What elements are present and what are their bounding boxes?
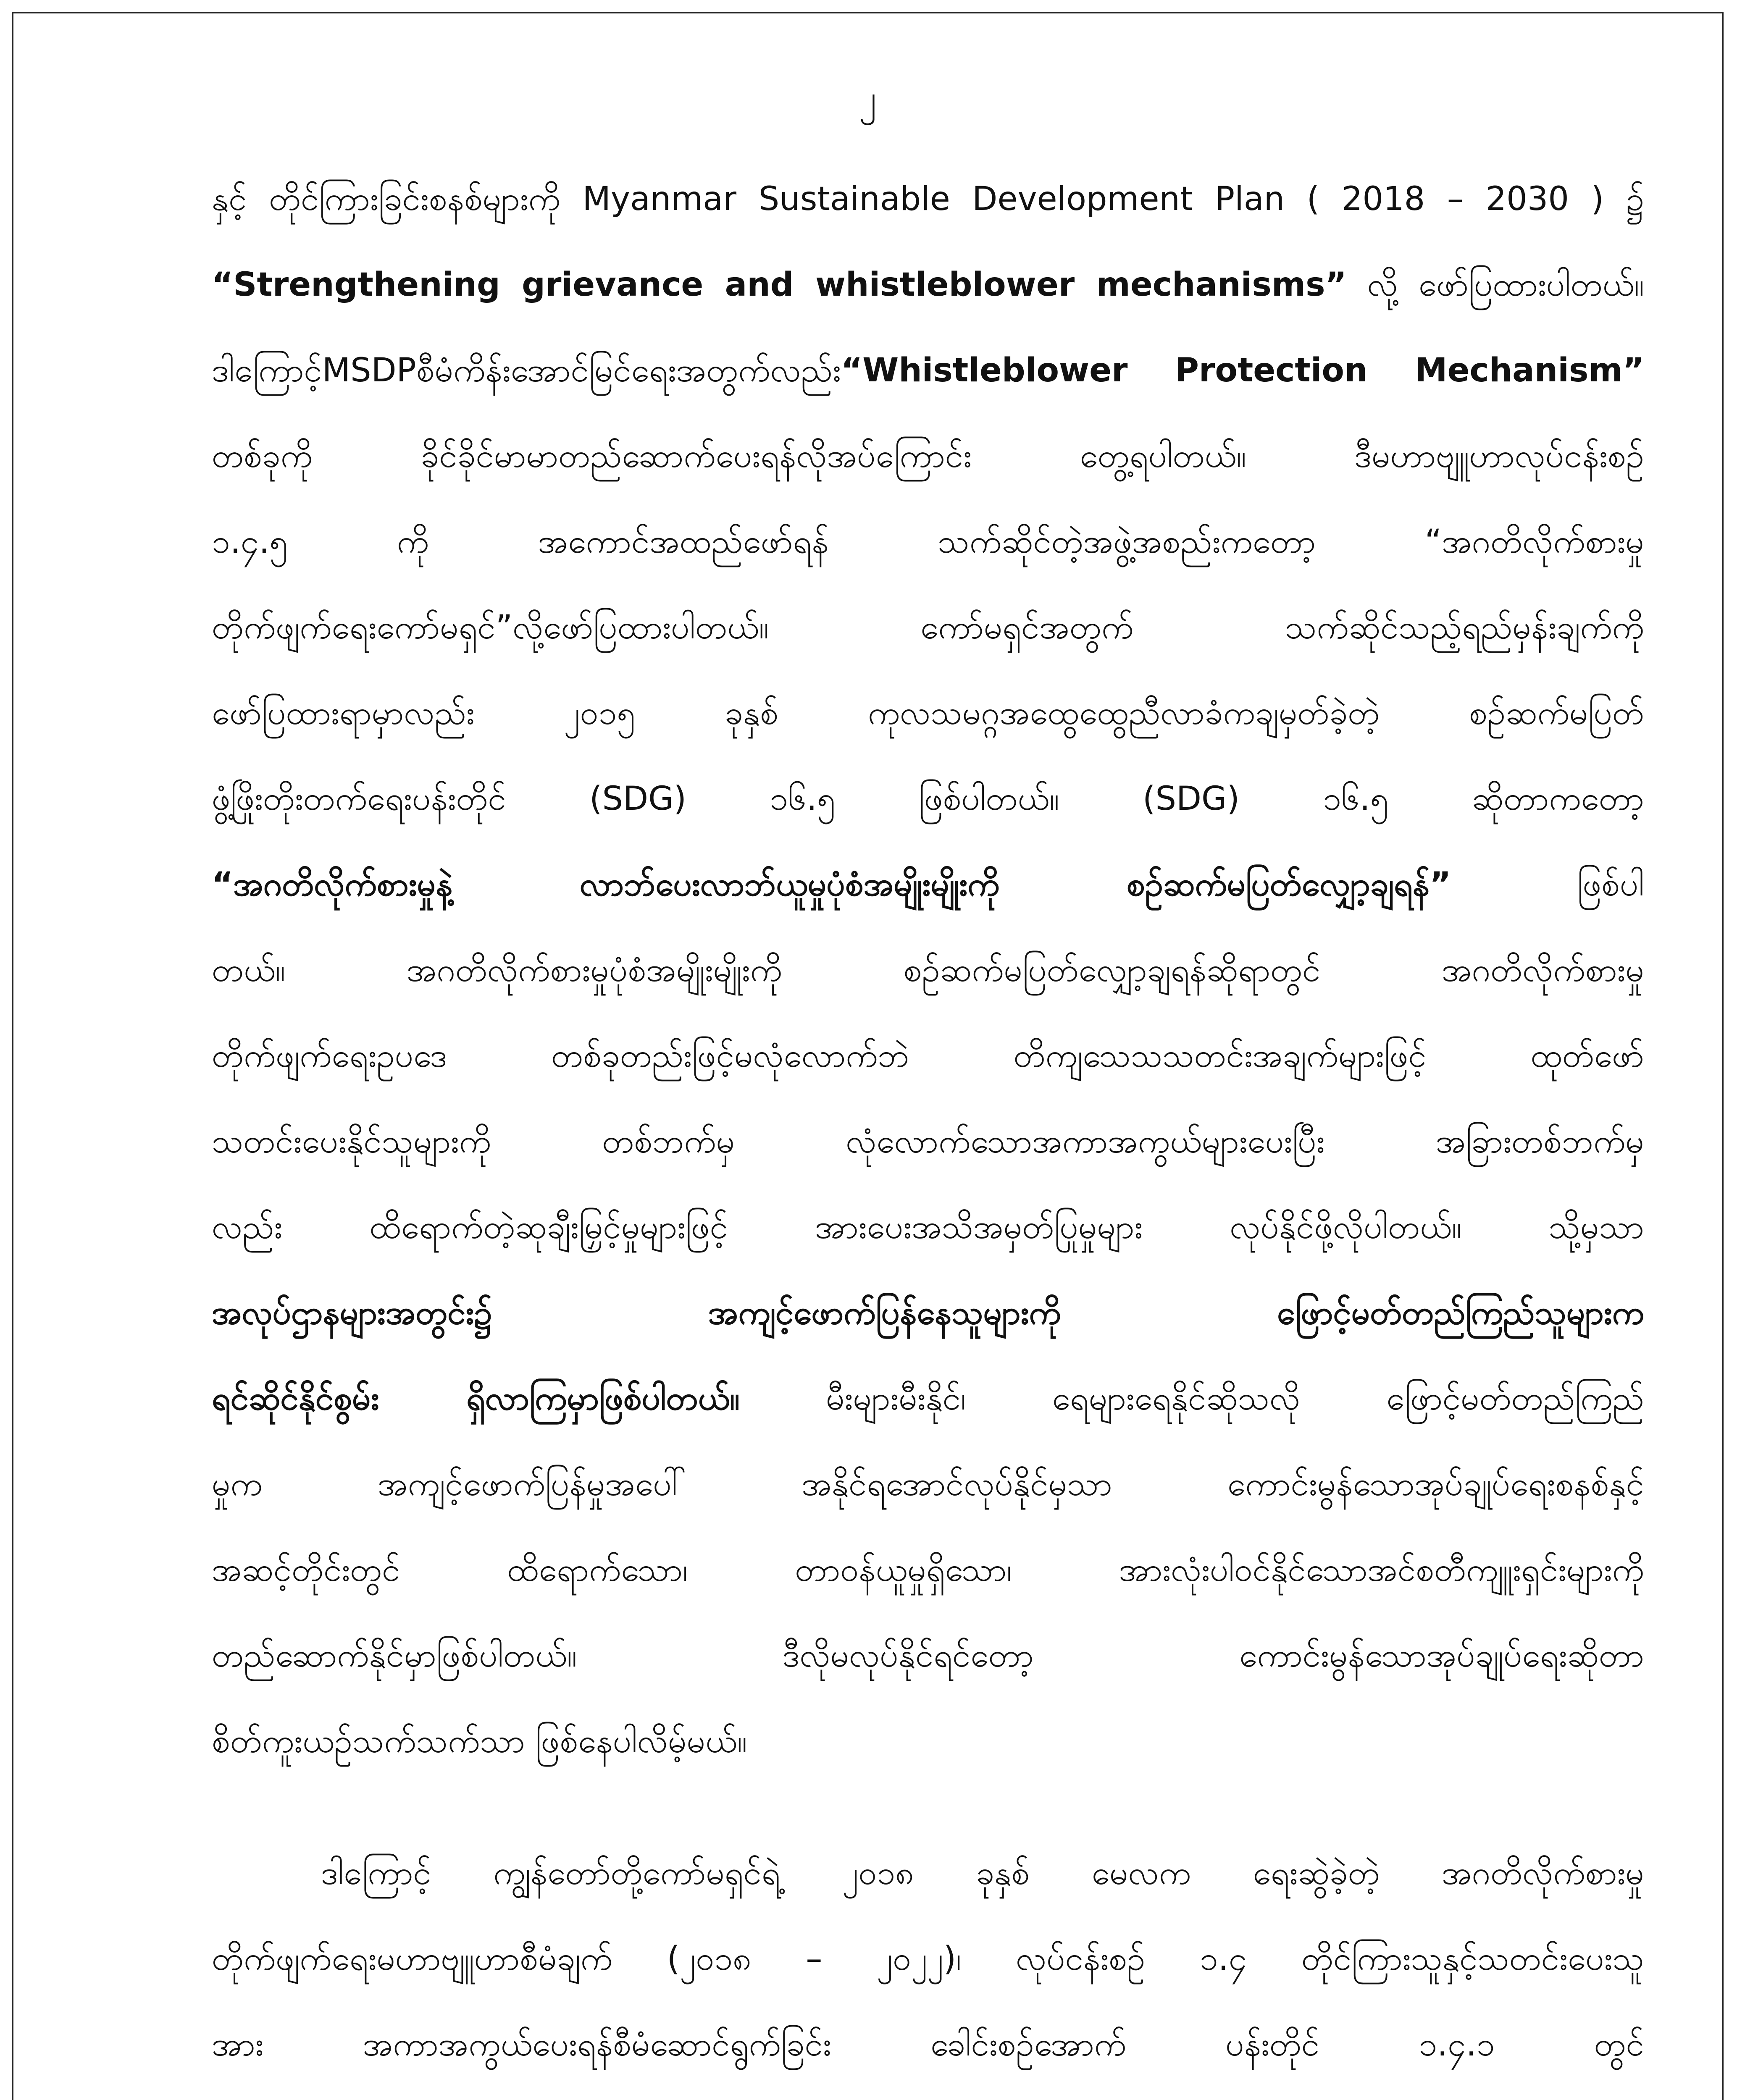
text-segment: ဒါကြောင့် ကျွန်တော်တို့ကော်မရှင်ရဲ့ ၂၀၁၈ ခုနှစ် မေလက ရေးဆွဲခဲ့တဲ့ အဂတိလိုက်စားမှု [321, 1854, 1644, 1892]
bold-text: “Whistleblower Protection Mechanism” [841, 352, 1644, 389]
text-line [212, 756, 1644, 842]
text-line [212, 1441, 1644, 1527]
text-segment: ၁.၄.၅ ကို အကောင်အထည်ဖော်ရန် သက်ဆိုင်တဲ့အဖွဲ့အစည်းကတော့ “အဂတိလိုက်စားမှု [212, 523, 1644, 561]
bold-text: အလုပ်ဌာနများအတွင်း၌ အကျင့်ဖောက်ပြန်နေသူများကို ဖြောင့်မတ်တည်ကြည်သူများက [212, 1294, 1644, 1332]
text-line [212, 413, 1644, 499]
text-line [212, 2002, 1644, 2087]
text-segment: တည်ဆောက်နိုင်မှာဖြစ်ပါတယ်။ ဒီလိုမလုပ်နိုင်ရင်တော့ ကောင်းမွန်သောအုပ်ချုပ်ရေးဆိုတာ [212, 1637, 1644, 1675]
text-segment: ဖြစ်ပါ [1451, 866, 1644, 903]
text-line [212, 499, 1644, 585]
text-segment: နှင့် တိုင်ကြားခြင်းစနစ်များကို Myanmar Sustainable Development Plan ( 2018 – 2030 ) ၌ [212, 180, 1644, 218]
text-line [212, 1184, 1644, 1270]
text-line [212, 328, 1644, 413]
text-segment: တိုက်ဖျက်ရေးမဟာဗျူဟာစီမံချက် (၂၀၁၈ – ၂၀၂၂)၊ လုပ်ငန်းစဉ် ၁.၄ တိုင်ကြားသူနှင့်သတင်းပေးသူ [212, 1940, 1644, 1978]
text-line [212, 1013, 1644, 1099]
bold-text: “အဂတိလိုက်စားမှုနဲ့ လာဘ်ပေးလာဘ်ယူမှုပုံစံအမျိုးမျိုးကို စဉ်ဆက်မပြတ်လျှော့ချရန်” [212, 866, 1451, 903]
text-segment: တယ်။ အဂတိလိုက်စားမှုပုံစံအမျိုးမျိုးကို စဉ်ဆက်မပြတ်လျှော့ချရန်ဆိုရာတွင် အဂတိလိုက်စားမှု [212, 951, 1644, 989]
page-number: ၂ [859, 77, 877, 118]
text-line [212, 1698, 1644, 1784]
text-segment: လည်း ထိရောက်တဲ့ဆုချီးမြှင့်မှုများဖြင့် အားပေးအသိအမှတ်ပြုမှုများ လုပ်နိုင်ဖို့လိုပါတယ်။ သို့မှသာ [212, 1208, 1644, 1246]
text-segment: ဖော်ပြထားရာမှာလည်း ၂၀၁၅ ခုနှစ် ကုလသမဂ္ဂအထွေထွေညီလာခံကချမှတ်ခဲ့တဲ့ စဉ်ဆက်မပြတ် [212, 694, 1644, 732]
text-segment: တိုက်ဖျက်ရေးဥပဒေ တစ်ခုတည်းဖြင့်မလုံလောက်ဘဲ တိကျသေသသတင်းအချက်များဖြင့် ထုတ်ဖော် [212, 1037, 1644, 1075]
text-line [212, 242, 1644, 328]
text-line [212, 927, 1644, 1013]
text-line [212, 670, 1644, 756]
text-line [212, 2087, 1644, 2100]
text-line [212, 1099, 1644, 1184]
text-line [212, 1613, 1644, 1698]
text-segment: စိတ်ကူးယဉ်သက်သက်သာ ဖြစ်နေပါလိမ့်မယ်။ [212, 1722, 747, 1760]
text-segment: မှုက အကျင့်ဖောက်ပြန်မှုအပေါ် အနိုင်ရအောင်လုပ်နိုင်မှသာ ကောင်းမွန်သောအုပ်ချုပ်ရေးစနစ်နှင့် [212, 1465, 1644, 1503]
bold-text: “Strengthening grievance and whistleblower mechanisms” [212, 266, 1347, 304]
text-segment: အဆင့်တိုင်းတွင် ထိရောက်သော၊ တာဝန်ယူမှုရှိသော၊ အားလုံးပါဝင်နိုင်သောအင်စတီကျူးရှင်းများကို [212, 1551, 1644, 1589]
text-line [212, 585, 1644, 670]
text-segment: တိုက်ဖျက်ရေးကော်မရှင်”လို့ဖော်ပြထားပါတယ်။ ကော်မရှင်အတွက် သက်ဆိုင်သည့်ရည်မှန်းချက်ကို [212, 609, 1644, 646]
document-body [212, 156, 1644, 2100]
text-segment: မီးများမီးနိုင်၊ ရေများရေနိုင်ဆိုသလို ဖြောင့်မတ်တည်ကြည် [739, 1380, 1644, 1418]
text-segment: ဖွံ့ဖြိုးတိုးတက်ရေးပန်းတိုင် (SDG) ၁၆.၅ ဖြစ်ပါတယ်။ (SDG) ၁၆.၅ ဆိုတာကတော့ [212, 780, 1644, 818]
text-line [212, 1830, 1644, 1916]
text-segment: သတင်းပေးနိုင်သူများကို တစ်ဘက်မှ လုံလောက်သောအကာအကွယ်များပေးပြီး အခြားတစ်ဘက်မှ [212, 1123, 1644, 1160]
text-line [212, 1356, 1644, 1441]
text-segment: တစ်ခုကို ခိုင်ခိုင်မာမာတည်ဆောက်ပေးရန်လိုအပ်ကြောင်း တွေ့ရပါတယ်။ ဒီမဟာဗျူဟာလုပ်ငန်းစဉ် [212, 437, 1644, 475]
text-line [212, 1270, 1644, 1356]
text-line [212, 842, 1644, 927]
text-segment: ဒါကြောင့်MSDPစီမံကိန်းအောင်မြင်ရေးအတွက်လည်း [212, 352, 841, 389]
paragraph [212, 1830, 1644, 2100]
text-line [212, 1916, 1644, 2002]
bold-text: ရင်ဆိုင်နိုင်စွမ်း ရှိလာကြမှာဖြစ်ပါတယ်။ [212, 1380, 740, 1418]
paragraph [212, 156, 1644, 1784]
text-segment: လို့ ဖော်ပြထားပါတယ်။ [1346, 266, 1644, 304]
text-segment: အား အကာအကွယ်ပေးရန်စီမံဆောင်ရွက်ခြင်း ခေါင်းစဉ်အောက် ပန်းတိုင် ၁.၄.၁ တွင် [212, 2026, 1644, 2063]
text-line [212, 156, 1644, 242]
document-page [12, 12, 1724, 2100]
text-line [212, 1527, 1644, 1613]
